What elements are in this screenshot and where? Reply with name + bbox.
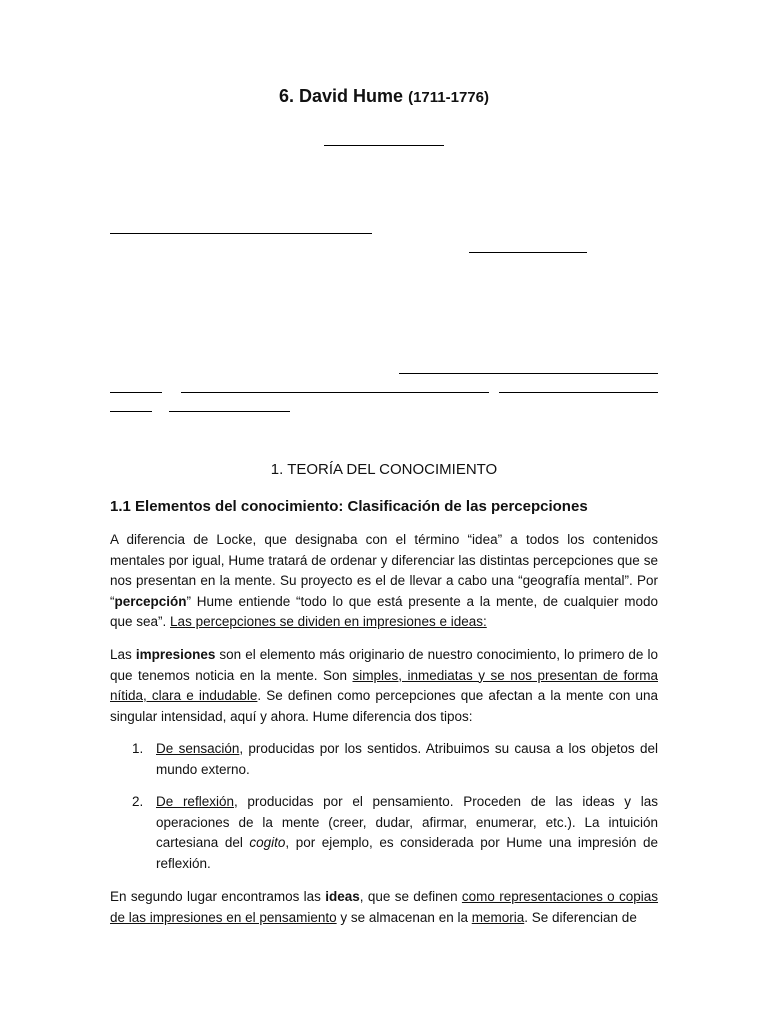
bold-term: percepción	[114, 593, 187, 609]
list-number: 2.	[132, 794, 144, 809]
title-underline	[324, 145, 444, 146]
blank-line	[469, 252, 587, 253]
blank-line	[110, 233, 372, 234]
text-run: En segundo lugar encontramos las	[110, 889, 326, 904]
page-title	[0, 86, 768, 107]
blank-line	[499, 392, 658, 393]
blank-line	[169, 411, 290, 412]
paragraph-percepciones	[110, 530, 658, 633]
list-item-text	[156, 792, 658, 874]
text-run: , producidas por los sentidos. Atribuimos su causa a los objetos del mundo externo.	[156, 741, 658, 777]
underlined-text: De reflexión	[156, 794, 234, 809]
title-name: 6. David Hume	[279, 86, 404, 106]
blank-line	[181, 392, 489, 393]
section-heading: 1. TEORÍA DEL CONOCIMIENTO	[270, 461, 498, 478]
underlined-text: simples, inmediatas y se nos presentan de forma nítida, clara e indudable	[110, 667, 658, 703]
list-number: 1.	[132, 741, 144, 756]
blank-line	[110, 411, 152, 412]
text-run: A diferencia de Locke, que designaba con el término “idea” a todos los contenidos mentales por igual, Hume tratará de ordenar y diferenciar las distintas percepciones que se nos presentan en la mente. Su proyecto es el de llevar a cabo una “geografía mental”. Por “	[110, 532, 658, 609]
text-run: son el elemento más originario de nuestro conocimiento, lo primero de lo que tenemos noticia en la mente. Son	[110, 647, 658, 683]
subsection-heading: 1.1 Elementos del conocimiento: Clasificación de las percepciones	[110, 498, 588, 515]
text-run: , producidas por el pensamiento. Proceden de las ideas y las operaciones de la mente (creer, dudar, afirmar, enumerar, etc.). La intuición cartesiana del	[156, 794, 658, 850]
paragraph-impresiones	[110, 645, 658, 727]
underlined-text: Las percepciones se dividen en impresiones e ideas:	[170, 614, 487, 629]
bold-term: impresiones	[135, 647, 216, 662]
text-run: , que se definen	[359, 889, 462, 904]
text-run: Las	[110, 647, 136, 662]
title-years: (1711-1776)	[408, 89, 489, 106]
text-run: y se almacenan en la	[336, 909, 472, 925]
text-run: . Se diferencian de	[524, 909, 637, 925]
list-item-text	[156, 739, 658, 780]
underlined-text: como representaciones o copias de las impresiones en el pensamiento	[110, 889, 659, 925]
blank-line	[110, 392, 162, 393]
text-run: ” Hume entiende “todo lo que está presente a la mente, de cualquier modo que sea”.	[110, 593, 658, 629]
text-run: , por ejemplo, es considerada por Hume una impresión de reflexión.	[156, 835, 658, 871]
underlined-text: memoria	[471, 909, 525, 925]
italic-term: cogito	[249, 835, 286, 850]
text-run: . Se definen como percepciones que afectan a la mente con una singular intensidad, aquí y ahora. Hume diferencia dos tipos:	[110, 688, 658, 724]
underlined-text: De sensación	[156, 741, 240, 756]
bold-term: ideas	[325, 889, 360, 904]
paragraph-ideas	[110, 887, 658, 928]
blank-line	[399, 373, 658, 374]
